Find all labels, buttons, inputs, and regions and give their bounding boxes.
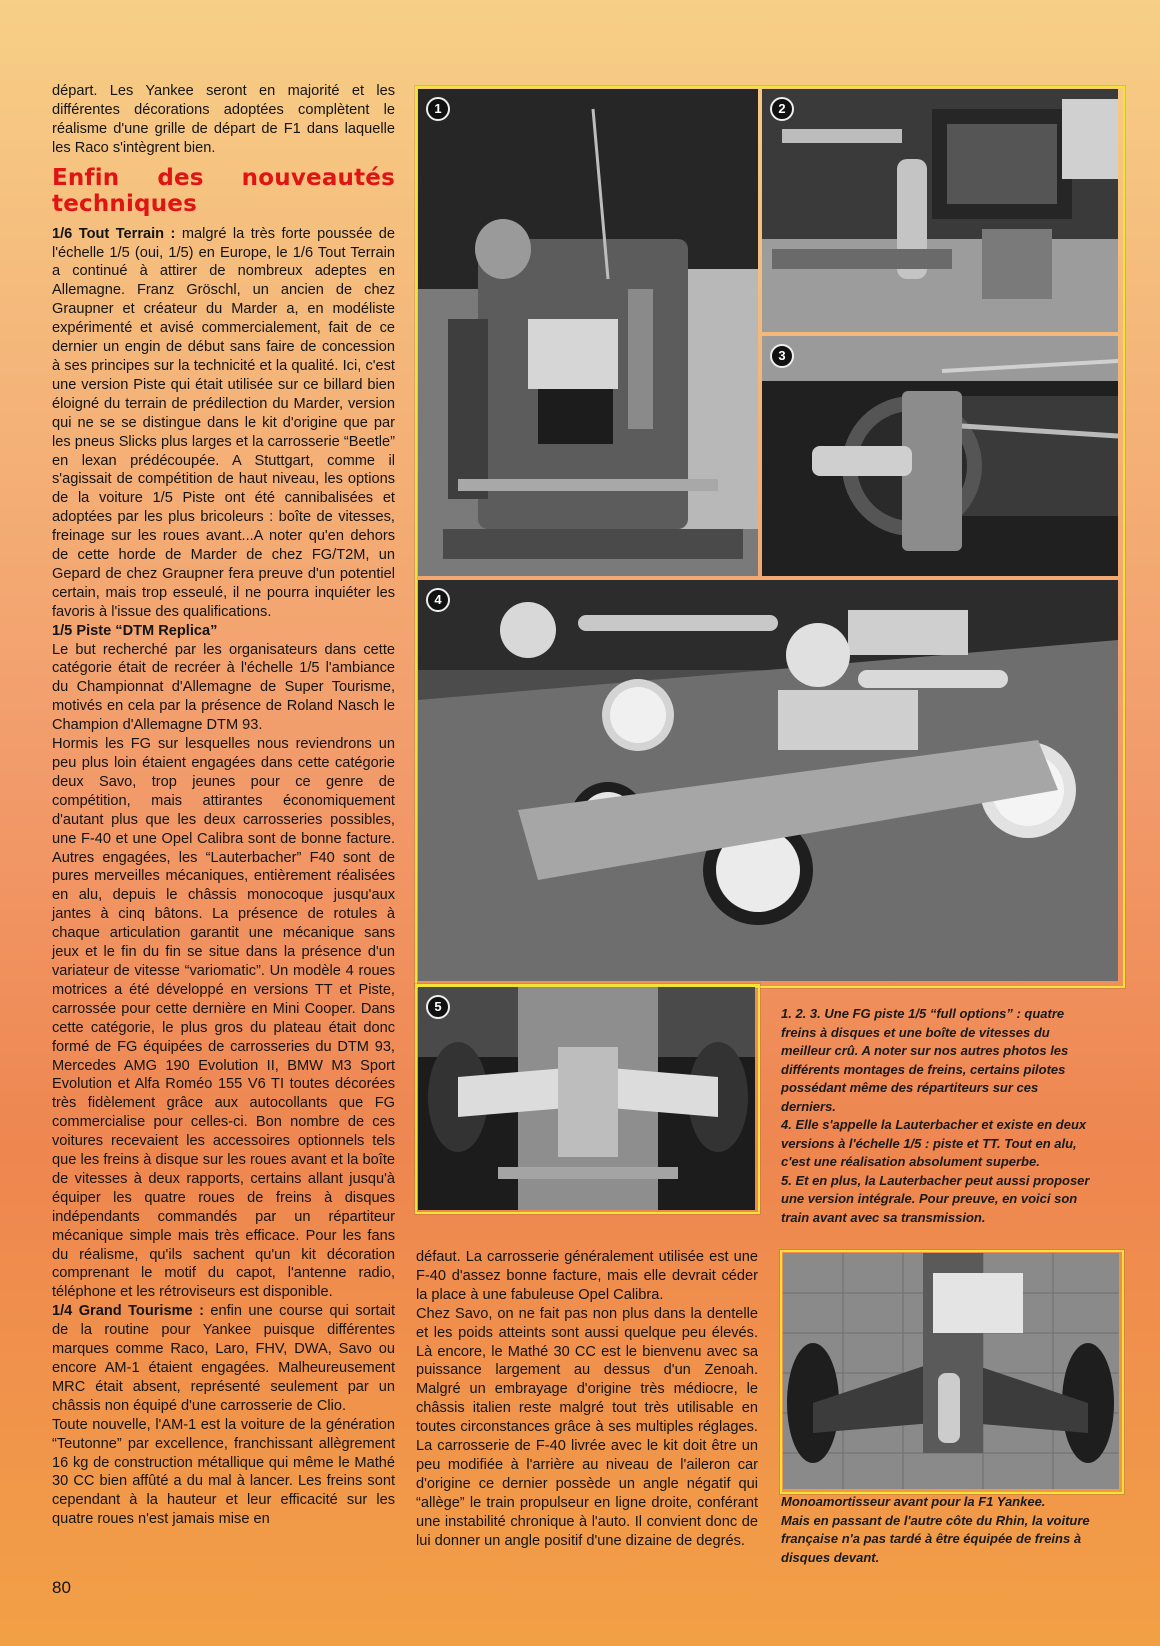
photo-5-label: 5 <box>426 995 450 1019</box>
paragraph-calibra: défaut. La carrosserie généralement utilisée est une F-40 d'assez bonne facture, mais elle devrait céder la place à une fabuleuse Opel Calibra. <box>416 1249 758 1303</box>
subheading-tout-terrain: 1/6 Tout Terrain : <box>52 225 176 242</box>
caption-photo-4: 4. Elle s'appelle la Lauterbacher et existe en deux versions à l'échelle 1/5 : piste et TT. Tout en alu, c'est une réalisation absolument superbe. <box>781 1117 1087 1169</box>
paragraph-dtm-2: Hormis les FG sur lesquelles nous reviendrons un peu plus loin étaient engagées dans cette catégorie deux Savo, trop jeunes pour ce genre de compétition, mais attirantes économiquement d'autant plus que les deux carrosseries possibles, une F-40 et une Opel Calibra sont de bonne facture. Autres engagées, les “Lauterbacher” F40 sont de pures merveilles mécaniques, entièrement réalisées en alu, depuis le châssis monocoque jusqu'aux jantes à cinq bâtons. La présence de rotules à chaque articulation garantit une mécanique sans jeux et le fin du fin se situe dans la présence d'un variateur de vitesse “variomatic”. Un modèle 4 roues motrices a été développé en versions TT et Piste, carrossée pour cette dernière en Mini Cooper. Dans cette catégorie, le plus gros du plateau était donc formé de FG équipées de carrosseries du DTM 93, Mercedes AMG 190 Evolution II, BMW M3 Sport Evolution et Alfa Roméo 155 V6 TI toutes décorées très fidèlement grâce aux autocollants que FG commercialise pour celles-ci. Bon nombre de ces voitures recevaient les accessoires optionnels tels que les freins à disque sur les roues avant et la boîte de vitesses à deux rapports, certains allant jusqu'à équiper les quatre roues de freins à disques indépendants commandés par un répartiteur mécanique simple mais très efficace. Pour les fans du réalisme, qu'ils sachent qu'un kit décoration comprenant le motif du capot, l'antenne radio, téléphone et les rétroviseurs est disponible. <box>52 736 395 1301</box>
photo-caption-bottom <box>781 1493 1111 1567</box>
photo-4-image <box>418 580 1118 981</box>
photo-4 <box>418 580 1118 981</box>
photo-1 <box>418 89 758 576</box>
photo-3-label: 3 <box>770 344 794 368</box>
text-tout-terrain: malgré la très forte poussée de l'échelle 1/5 (oui, 1/5) en Europe, le 1/6 Tout Terrain a continué à attirer de nombreux adeptes en Allemagne. Franz Gröschl, un ancien de chez Graupner et créateur du Marder a, en modéliste expérimenté et avisé commercialement, fait de ce dernier un engin de début sans faire de concession à ses principes sur la technicité et la qualité. Ici, c'est une version Piste qui était utilisée sur ce billard bien éloigné du terrain de prédilection du Marder, version qui ne se se distingue dans le kit d'origine que par les pneus Slicks plus larges et la carrosserie “Beetle” en lexan prédécoupée. A Stuttgart, comme il s'agissait de compétition de haut niveau, les options de la voiture 1/5 Piste ont été cannibalisées et adoptées par les plus bricoleurs : boîte de vitesses, freinage sur les roues avant...A noter qu'en dehors de cette horde de Marder de chez FG/T2M, un Gepard de chez Graupner fera preuve d'un potentiel certain, mais trop esseulé, il ne pourra inquiéter les favoris à l'issue des qualifications. <box>52 225 395 620</box>
photo-6-image <box>783 1253 1119 1489</box>
caption-photos-1-3: 1. 2. 3. Une FG piste 1/5 “full options” : quatre freins à disques et une boîte de vitesses du meilleur crû. A noter sur nos autres photos les différents montages de freins, certains pilotes possédant même des répartiteurs sur ces derniers. <box>781 1006 1069 1114</box>
subheading-grand-tourisme: 1/4 Grand Tourisme : <box>52 1303 204 1320</box>
photo-6 <box>783 1253 1119 1489</box>
photo-2-image <box>762 89 1118 332</box>
subheading-dtm: 1/5 Piste “DTM Replica” <box>52 622 218 639</box>
photo-3-image <box>762 336 1118 576</box>
photo-3 <box>762 336 1118 576</box>
paragraph-tout-terrain <box>52 225 395 622</box>
caption-photo-5: 5. Et en plus, la Lauterbacher peut aussi proposer une version intégrale. Pour preuve, en voici son train avant avec sa transmission. <box>781 1172 1090 1225</box>
left-column <box>52 82 395 1529</box>
page-number: 80 <box>52 1578 71 1597</box>
photo-2-label: 2 <box>770 97 794 121</box>
photo-1-label: 1 <box>426 97 450 121</box>
photo-caption-main <box>781 1005 1096 1227</box>
text-grand-tourisme: enfin une course qui sortait de la routine pour Yankee puisque différentes marques comme Raco, Laro, FHV, DWA, Savo ou encore AM-1 étaient engagées. Malheureusement MRC était absent, représenté seulement par un châssis non équipé d'une carrosserie de Clio. <box>52 1303 395 1414</box>
caption-rhin: Mais en passant de l'autre côte du Rhin, la voiture française n'a pas tardé à être équipée de freins à disques devant. <box>781 1512 1090 1565</box>
caption-yankee: Monoamortisseur avant pour la F1 Yankee. <box>781 1494 1046 1509</box>
intro-paragraph: départ. Les Yankee seront en majorité et les différentes décorations adoptées complètent le réalisme d'une grille de départ de F1 dans laquelle les Raco s'intègrent bien. <box>52 83 395 156</box>
photo-2 <box>762 89 1118 332</box>
section-heading: Enfin des nouveautés techniques <box>52 164 395 217</box>
paragraph-dtm-1: Le but recherché par les organisateurs dans cette catégorie était de recréer à l'échelle 1/5 l'ambiance du Championnat d'Allemagne de Super Tourisme, motivés en cela par la présence de Roland Nasch le Champion d'Allemagne DTM 93. <box>52 641 395 734</box>
paragraph-savo: Chez Savo, on ne fait pas non plus dans la dentelle et les poids atteints sont aussi quelque peu élevés. Là encore, le Mathé 30 CC est le bienvenu avec sa puissance largement au dessus d'un Zenoah. Malgré un embrayage d'origine très médiocre, le châssis italien reste malgré tout très utilisable en toutes circonstances grâce à ses multiples réglages. La carrosserie de F-40 livrée avec le kit doit être un peu modifiée à l'arrière au niveau de l'aileron car d'origine ce dernier possède un angle négatif qui “allège” le train propulseur en ligne droite, conférant une instabilité chronique à l'auto. Il convient donc de lui donner un angle positif d'une dizaine de degrés. <box>416 1305 758 1549</box>
photo-4-label: 4 <box>426 588 450 612</box>
photo-1-image <box>418 89 758 576</box>
photo-5-image <box>418 987 755 1210</box>
middle-column <box>416 1248 758 1551</box>
photo-5 <box>418 987 755 1210</box>
paragraph-grand-tourisme <box>52 1302 395 1415</box>
paragraph-am1: Toute nouvelle, l'AM-1 est la voiture de la génération “Teutonne” par excellence, franchissant allègrement 16 kg de construction métallique qui même le Mathé 30 CC bien affûté a du mal à lancer. Les freins sont cependant à la hauteur et leur efficacité sur les quatre roues n'est jamais mise en <box>52 1416 395 1528</box>
